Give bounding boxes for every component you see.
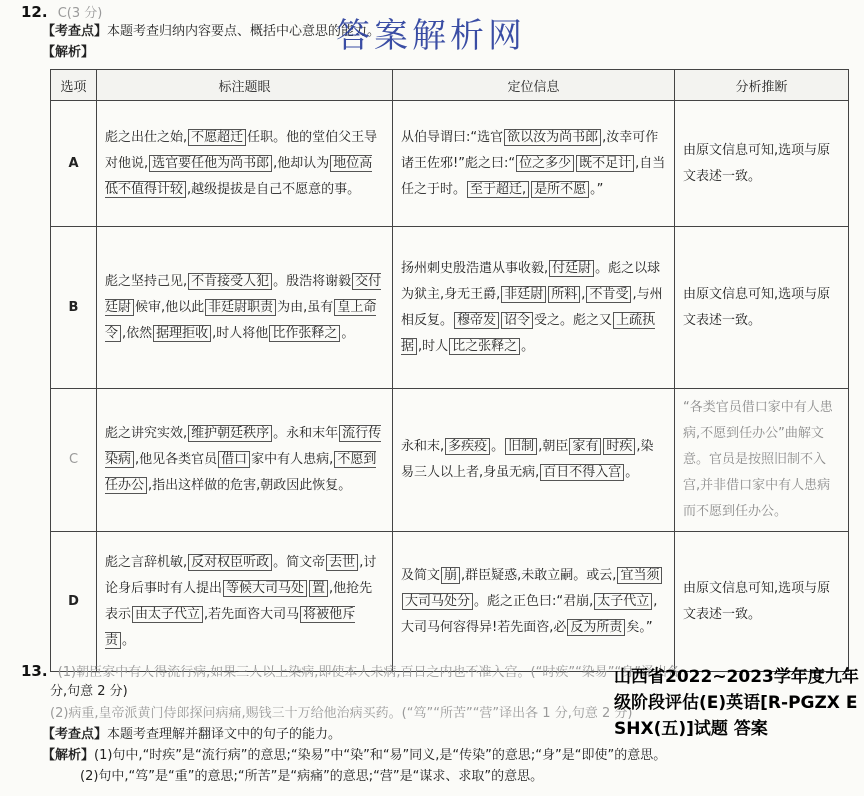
- keywords-text: 彪之讲究实效,: [105, 426, 188, 441]
- option-label: A: [51, 101, 97, 227]
- keywords-text: 候审,他以此: [135, 299, 205, 315]
- keywords-text: ,若先面咨大司马: [204, 606, 300, 622]
- location-keyword-box: 非廷尉: [501, 286, 546, 303]
- keywords-text: ,讨论身后事时有人提出: [105, 554, 377, 596]
- location-text: ,时人: [418, 338, 449, 354]
- location-text: 。: [491, 439, 505, 454]
- keywords-keyword-box: 地位高低不值得计较: [105, 155, 373, 197]
- keywords-keyword-box: 不愿超迁: [188, 129, 246, 146]
- location-text: 矣。”: [626, 619, 653, 635]
- overlay-title: 山西省2022~2023学年度九年级阶段评估(E)英语[R-PGZX E SHX(五)]试题 答案: [614, 667, 859, 739]
- keywords-text: ,时人将他: [212, 325, 269, 341]
- q13-answer-2: (2)病重,皇帝派黄门侍郎探问病痛,赐钱三十万给他治病买药。(“笃”“所苦”“营”译出各 1 分,句意 2 分): [50, 706, 633, 721]
- keywords-keyword-box: 非廷尉职责: [205, 299, 276, 316]
- keywords-keyword-box: 由太子代立: [132, 606, 203, 623]
- location-text: 。”: [590, 181, 604, 197]
- location-keyword-box: 宜当须: [617, 567, 662, 584]
- q12-kaochadian-text: 本题考查归纳内容要点、概括中心意思的能力。: [107, 24, 381, 39]
- keywords-text: 家中有人患病,: [251, 452, 334, 467]
- q13-jiexi-2: (2)句中,“笃”是“重”的意思;“所苦”是“病痛”的意思;“营”是“谋求、求取”的意思。: [80, 769, 544, 784]
- location-text: ,: [581, 286, 586, 302]
- header-keywords: 标注题眼: [97, 70, 393, 101]
- location-keyword-box: 反为所责: [567, 619, 625, 636]
- location-text: ,染易三人以上者,身虽无病,: [401, 439, 654, 480]
- location-keyword-box: 欲以汝为尚书郎: [504, 129, 601, 146]
- q12-answer: C(3 分): [57, 6, 103, 21]
- keywords-cell: [97, 389, 393, 532]
- table-row: [51, 532, 849, 672]
- location-text: ,汝幸可作诸王佐邪!”彪之曰:“: [401, 129, 659, 171]
- keywords-text: 。: [341, 325, 355, 341]
- location-keyword-box: 穆帝发: [454, 312, 499, 329]
- keywords-keyword-box: 去世: [326, 554, 358, 571]
- option-label: C: [51, 389, 97, 532]
- keywords-text: 为由,虽有: [277, 299, 334, 315]
- location-keyword-box: 付廷尉: [549, 260, 594, 277]
- location-text: 。: [521, 338, 535, 354]
- location-keyword-box: 旧制: [505, 438, 537, 455]
- location-keyword-box: 诏令: [501, 312, 533, 329]
- option-label: D: [51, 532, 97, 672]
- location-text: ,群臣疑惑,未敢立嗣。或云,: [461, 567, 617, 583]
- location-keyword-box: 大司马处分: [402, 593, 473, 610]
- keywords-keyword-box: 反对权臣听政: [188, 554, 272, 571]
- keywords-text: 。殷浩将谢毅: [273, 273, 352, 289]
- keywords-text: ,依然: [122, 325, 153, 341]
- location-text: ,与州相反复。: [401, 286, 663, 328]
- keywords-keyword-box: 交付廷尉: [105, 273, 382, 315]
- location-text: 从伯导谓曰:“选官: [401, 129, 504, 145]
- location-text: 及简文: [401, 567, 441, 583]
- location-text: ,大司马何容得异!若先面咨,必: [401, 593, 658, 635]
- header-analysis: 分析推断: [675, 70, 849, 101]
- q12-kaochadian-label: 【考查点】: [42, 24, 108, 39]
- watermark-logo: 答案解析网: [336, 16, 526, 56]
- q12-jiexi-label: 【解析】: [42, 45, 95, 60]
- keywords-text: ,越级提拔是自己不愿意的事。: [187, 181, 361, 197]
- analysis-cell: 由原文信息可知,选项与原文表述一致。: [675, 532, 849, 672]
- keywords-text: 任职。他的堂伯父王导对他说,: [105, 129, 378, 171]
- keywords-keyword-box: 据理拒收: [153, 325, 211, 342]
- location-keyword-box: 家有: [569, 438, 601, 455]
- keywords-keyword-box: 维护朝廷秩序: [188, 425, 272, 442]
- table-row: [51, 227, 849, 389]
- header-option: 选项: [51, 70, 97, 101]
- q13-kaochadian-label: 【考查点】: [42, 727, 108, 742]
- analysis-cell: “各类官员借口家中有人患病,不愿到任办公”曲解文意。官员是按照旧制不入宫,并非借口家中有人患病而不愿到任办公。: [675, 389, 849, 532]
- analysis-table: [50, 69, 849, 672]
- keywords-keyword-box: 皇上命令: [105, 299, 377, 341]
- location-cell: [393, 532, 675, 672]
- location-cell: [393, 227, 675, 389]
- keywords-text: ,指出这样做的危害,朝政因此恢复。: [148, 478, 352, 493]
- q13-line-2: 分,句意 2 分): [50, 684, 128, 699]
- keywords-cell: [97, 532, 393, 672]
- location-text: 扬州刺史殷浩遣从事收毅,: [401, 260, 549, 276]
- keywords-text: 彪之言辞机敏,: [105, 554, 188, 570]
- keywords-keyword-box: 不肯接受人犯: [188, 273, 272, 290]
- location-keyword-box: 位之多少: [516, 155, 574, 172]
- q13-line-1: [21, 662, 680, 682]
- keywords-text: 。: [122, 632, 136, 648]
- keywords-text: ,他抢先表示: [105, 580, 373, 622]
- q13-jiexi-1: (1)句中,“时疾”是“流行病”的意思;“染易”中“染”和“易”同义,是“传染”的意思;“身”是“即使”的意思。: [94, 748, 667, 763]
- q12-number: 12.: [21, 3, 48, 21]
- location-text: ,朝臣: [538, 439, 569, 454]
- keywords-keyword-box: 将被他斥责: [105, 606, 356, 648]
- header-location: 定位信息: [393, 70, 675, 101]
- location-text: ,自当任之于时。: [401, 155, 666, 197]
- location-keyword-box: 上疏执据: [401, 312, 656, 354]
- q13-kaochadian: [42, 726, 341, 744]
- q13-number: 13.: [21, 662, 48, 680]
- keywords-text: 彪之出仕之始,: [105, 129, 188, 145]
- location-keyword-box: 既不足计: [576, 155, 634, 172]
- q13-jiexi-label: 【解析】: [42, 748, 95, 763]
- location-text: 永和末,: [401, 439, 445, 454]
- location-keyword-box: 是所不愿: [531, 181, 589, 198]
- keywords-keyword-box: 置: [309, 580, 328, 597]
- keywords-keyword-box: 流行传染病: [105, 426, 382, 467]
- table-header-row: [51, 70, 849, 101]
- analysis-cell: 由原文信息可知,选项与原文表述一致。: [675, 101, 849, 227]
- location-keyword-box: 所料: [548, 286, 580, 303]
- keywords-cell: [97, 101, 393, 227]
- keywords-text: ,他见各类官员: [135, 452, 218, 467]
- keywords-cell: [97, 227, 393, 389]
- table-row: [51, 101, 849, 227]
- q13-jiexi: [42, 747, 666, 765]
- analysis-cell: 由原文信息可知,选项与原文表述一致。: [675, 227, 849, 389]
- location-keyword-box: 百日不得入宫: [540, 464, 624, 481]
- location-keyword-box: 至于超迁,: [467, 181, 529, 198]
- location-keyword-box: 不肯受: [586, 286, 631, 303]
- location-keyword-box: 时疾: [603, 438, 635, 455]
- location-text: 。: [625, 465, 639, 480]
- location-cell: [393, 101, 675, 227]
- location-keyword-box: 崩: [441, 567, 460, 584]
- location-text: 受之。彪之又: [534, 312, 613, 328]
- q12-kaochadian: [42, 23, 380, 41]
- location-keyword-box: 多疾疫: [445, 438, 490, 455]
- q13-answer-1: (1)朝臣家中有人得流行病,如果三人以上染病,即使本人未病,百日之内也不准入宫。(“时疾”“染易”“身”译出各: [57, 665, 681, 680]
- q12-header: [21, 3, 102, 23]
- keywords-text: 。永和末年: [273, 426, 339, 441]
- keywords-keyword-box: 不愿到任办公: [105, 452, 377, 493]
- q13-kaochadian-text: 本题考查理解并翻译文中的句子的能力。: [107, 727, 342, 742]
- location-cell: [393, 389, 675, 532]
- location-keyword-box: 太子代立: [594, 593, 652, 610]
- keywords-keyword-box: 选官要任他为尚书郎: [149, 155, 272, 172]
- table-row: [51, 389, 849, 532]
- keywords-text: 彪之坚持己见,: [105, 273, 188, 289]
- location-text: 。彪之以球为狱主,身无王爵,: [401, 260, 661, 302]
- option-label: B: [51, 227, 97, 389]
- location-text: 。彪之正色曰:“君崩,: [474, 593, 594, 609]
- location-keyword-box: 比之张释之: [449, 338, 520, 355]
- keywords-keyword-box: 借口: [218, 451, 250, 468]
- keywords-keyword-box: 比作张释之: [269, 325, 340, 342]
- keywords-text: 。简文帝: [273, 554, 326, 570]
- keywords-text: ,他却认为: [273, 155, 330, 171]
- keywords-keyword-box: 等候大司马处: [223, 580, 307, 597]
